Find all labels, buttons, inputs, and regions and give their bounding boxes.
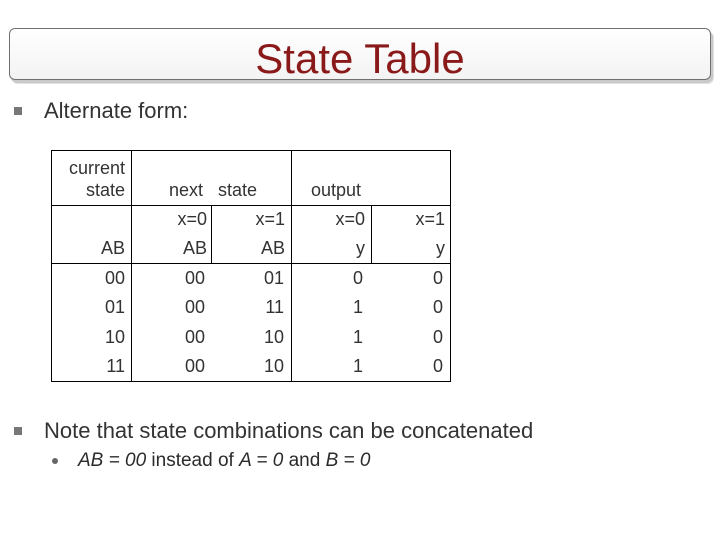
var-next-x1: AB [260,238,285,258]
state-table [51,150,451,382]
cell-next-x1: 11 [265,297,284,317]
bullet-text: Alternate form: [44,98,189,123]
table-border-bottom [51,381,451,382]
expr-ab: AB = 00 [78,450,147,471]
header-current: current [68,158,125,178]
cell-next-x1: 01 [263,268,284,288]
header-next: next [169,180,204,200]
cell-next-x0: 00 [184,297,205,317]
cell-current: 01 [104,297,125,317]
table-border-top [51,150,451,151]
cell-current: 10 [104,327,125,347]
table-border-right-top [450,150,451,205]
cell-current: 11 [106,356,125,376]
text-and: and [283,450,326,471]
cell-next-x0: 00 [184,327,205,347]
subheader-next-x1: x=1 [255,209,285,229]
bullet-text: Note that state combinations can be concatenated [44,418,534,443]
table-border-right [450,205,451,382]
cell-next-x0: 00 [184,268,205,288]
var-current: AB [100,238,125,258]
square-bullet-icon [14,427,22,435]
table-body-divider [51,263,451,264]
sub-bullet-text [78,450,370,472]
header-output: output [311,180,362,200]
cell-output-x0: 0 [352,268,363,288]
var-output-x0: y [356,238,365,258]
subheader-output-x1: x=1 [415,209,445,229]
header-current-state: state [85,180,125,200]
var-next-x0: AB [182,238,207,258]
var-output-x1: y [436,238,445,258]
subheader-output-x0: x=0 [335,209,365,229]
cell-current: 00 [104,268,125,288]
cell-output-x1: 0 [432,297,443,317]
cell-output-x1: 0 [432,356,443,376]
expr-a: A = 0 [239,450,284,471]
round-bullet-icon [52,458,58,464]
square-bullet-icon [14,107,22,115]
text-instead-of: instead of [146,450,240,471]
expr-b: B = 0 [325,450,371,471]
page-title: State Table [255,35,465,82]
cell-next-x1: 10 [263,327,284,347]
header-next-state: state [218,180,258,200]
cell-next-x1: 10 [263,356,284,376]
subheader-next-x0: x=0 [177,209,207,229]
cell-output-x1: 0 [432,327,443,347]
table-header-divider [51,205,451,206]
cell-next-x0: 00 [184,356,205,376]
cell-output-x0: 1 [352,297,363,317]
cell-output-x0: 1 [352,327,363,347]
cell-output-x1: 0 [432,268,443,288]
cell-output-x0: 1 [352,356,363,376]
